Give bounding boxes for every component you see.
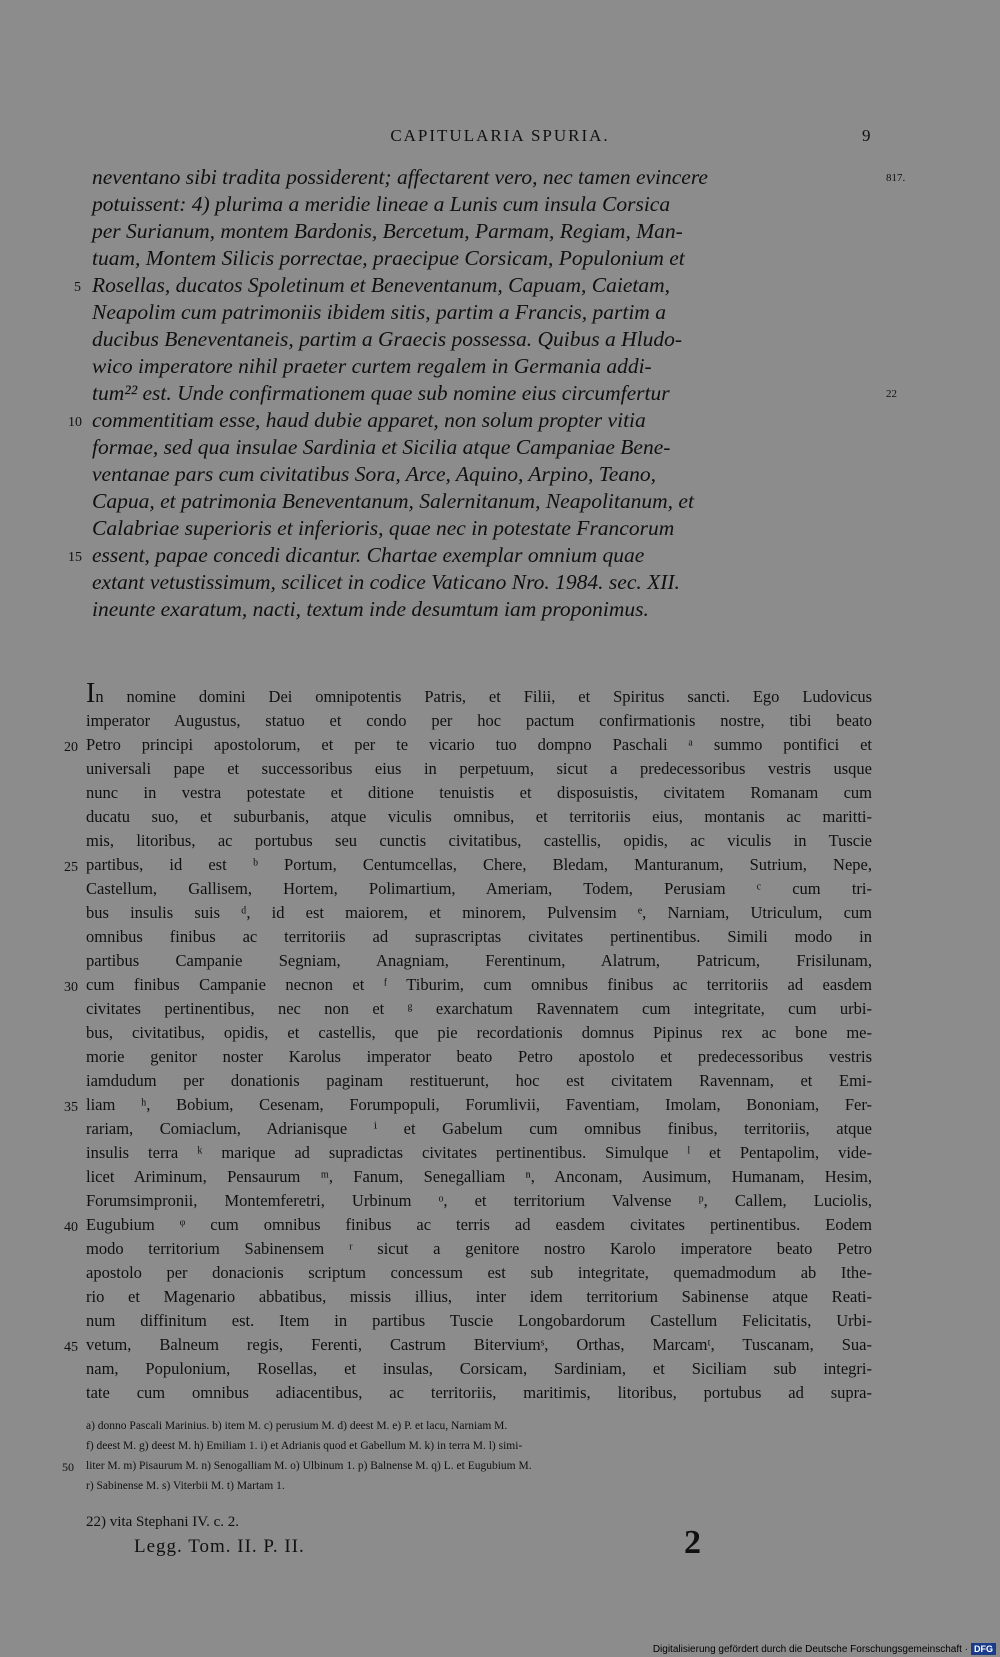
charter-line: insulis terra ᵏ marique ad supradictas civitates pertinentibus. Simulque ˡ et Pentapolim, vide-: [86, 1143, 872, 1162]
line-number: 35: [64, 1100, 78, 1115]
intro-line: wico imperatore nihil praeter curtem regalem in Germania addi-: [92, 354, 652, 378]
charter-line: rio et Magenario abbatibus, missis illius, inter idem territorium Sabinense atque Reati-: [86, 1287, 872, 1306]
margin-year: 817.: [886, 172, 906, 184]
intro-line: extant vetustissimum, scilicet in codice Vaticano Nro. 1984. sec. XII.: [92, 570, 680, 594]
charter-line: modo territorium Sabinensem ʳ sicut a genitore nostro Karolo imperatore beato Petro: [86, 1239, 872, 1258]
footnote-line: f) deest M. g) deest M. h) Emiliam 1. i) et Adrianis quod et Gabellum M. k) in terra M. l) simi-: [86, 1440, 523, 1452]
footnote-22: 22) vita Stephani IV. c. 2.: [86, 1514, 240, 1530]
charter-line: morie genitor noster Karolus imperator beato Petro apostolo et predecessoribus vestris: [86, 1047, 872, 1066]
charter-line: iamdudum per donationis paginam restituerunt, hoc est civitatem Ravennam, et Emi-: [86, 1071, 872, 1090]
running-title: CAPITULARIA SPURIA.: [390, 126, 610, 145]
charter-line: apostolo per donacionis scriptum concessum est sub integritate, quemadmodum ab Ithe-: [86, 1263, 872, 1282]
intro-line: Neapolim cum patrimoniis ibidem sitis, partim a Francis, partim a: [92, 300, 666, 324]
page-number: 9: [862, 126, 871, 145]
charter-line: num diffinitum est. Item in partibus Tuscie Longobardorum Castellum Felicitatis, Urbi-: [86, 1311, 872, 1330]
charter-line: civitates pertinentibus, nec non et ᵍ exarchatum Ravennatem cum integritate, cum urbi-: [86, 999, 872, 1018]
line-number: 40: [64, 1220, 78, 1235]
charter-line: rariam, Comiaclum, Adrianisque ⁱ et Gabelum cum omnibus finibus, territoriis, atque: [86, 1119, 872, 1138]
footnote-line: r) Sabinense M. s) Viterbii M. t) Martam 1.: [86, 1480, 285, 1492]
line-number: 20: [64, 740, 78, 755]
intro-line: formae, sed qua insulae Sardinia et Sicilia atque Campaniae Bene-: [92, 435, 671, 459]
charter-line: bus, civitatibus, opidis, et castellis, que pie recordationis domnus Pipinus rex ac bone me-: [86, 1023, 872, 1042]
line-number: 30: [64, 980, 78, 995]
intro-line: per Surianum, montem Bardonis, Bercetum, Parmam, Regiam, Man-: [92, 219, 683, 243]
charter-line: tate cum omnibus adiacentibus, ac territoriis, maritimis, litoribus, portubus ad supra-: [86, 1383, 872, 1402]
line-number: 15: [68, 550, 82, 565]
margin-note-ref: 22: [886, 388, 897, 400]
line-number: 25: [64, 860, 78, 875]
intro-line: ducibus Beneventaneis, partim a Graecis possessa. Quibus a Hludo-: [92, 327, 682, 351]
intro-line: ineunte exaratum, nacti, textum inde desumtum iam proponimus.: [92, 597, 649, 621]
charter-line: nunc in vestra potestate et ditione tenuistis et disposuistis, civitatem Romanam cum: [86, 783, 872, 802]
intro-line: Calabriae superioris et inferioris, quae nec in potestate Francorum: [92, 516, 675, 540]
intro-line: commentitiam esse, haud dubie apparet, non solum propter vitia: [92, 408, 646, 432]
digitization-note: [653, 1643, 996, 1655]
footnote-line: a) donno Pascali Marinius. b) item M. c) perusium M. d) deest M. e) P. et lacu, Narniam M.: [86, 1420, 508, 1432]
charter-line: Castellum, Gallisem, Hortem, Polimartium, Ameriam, Todem, Perusiam ᶜ cum tri-: [86, 879, 872, 898]
charter-line: mis, litoribus, ac portubus seu cunctis civitatibus, castellis, opidis, ac viculis in Tuscie: [86, 831, 872, 850]
charter-line: vetum, Balneum regis, Ferenti, Castrum Biterviumˢ, Orthas, Marcamᵗ, Tuscanam, Sua-: [86, 1335, 872, 1354]
charter-line: licet Ariminum, Pensaurum ᵐ, Fanum, Senegalliam ⁿ, Anconam, Ausimum, Humanam, Hesim,: [86, 1167, 872, 1186]
charter-line: partibus, id est ᵇ Portum, Centumcellas, Chere, Bledam, Manturanum, Sutrium, Nepe,: [86, 855, 872, 874]
signature-line: Legg. Tom. II. P. II.: [134, 1536, 305, 1557]
intro-line: potuissent: 4) plurima a meridie lineae a Lunis cum insula Corsica: [92, 192, 671, 216]
charter-line: bus insulis suis ᵈ, id est maiorem, et minorem, Pulvensim ᵉ, Narniam, Utriculum, cum: [86, 903, 872, 922]
line-number: 45: [64, 1340, 78, 1355]
page-header: [0, 0, 1000, 160]
charter-line: Petro principi apostolorum, et per te vicario tuo dompno Paschali ᵃ summo pontifici et: [86, 735, 872, 754]
line-number: 5: [74, 280, 81, 295]
intro-line: Rosellas, ducatos Spoletinum et Beneventanum, Capuam, Caietam,: [92, 273, 671, 297]
intro-line: essent, papae concedi dicantur. Chartae exemplar omnium quae: [92, 543, 645, 567]
signature-number: 2: [684, 1524, 701, 1561]
footnote-line: liter M. m) Pisaurum M. n) Senogalliam M. o) Ulbinum 1. p) Balnense M. q) L. et Eugubium M.: [86, 1460, 532, 1472]
charter-line: imperator Augustus, statuo et condo per hoc pactum confirmationis nostre, tibi beato: [86, 711, 872, 730]
charter-line: Eugubium ᵠ cum omnibus finibus ac terris ad easdem civitates pertinentibus. Eodem: [86, 1215, 872, 1234]
charter-line-text: n nomine domini Dei omnipotentis Patris, et Filii, et Spiritus sancti. Ego Ludovicus: [95, 687, 872, 706]
charter-line: partibus Campanie Segniam, Anagniam, Ferentinum, Alatrum, Patricum, Frisilunam,: [86, 951, 872, 970]
intro-line: tum²² est. Unde confirmationem quae sub nomine eius circumfertur: [92, 381, 670, 405]
line-number: 10: [68, 415, 82, 430]
charter-line: universali pape et successoribus eius in perpetuum, sicut a predecessoribus vestris usque: [86, 759, 872, 778]
dfg-logo: DFG: [971, 1643, 996, 1655]
charter-line: omnibus finibus ac territoriis ad suprascriptas civitates pertinentibus. Simili modo in: [86, 927, 872, 946]
charter-line: liam ʰ, Bobium, Cesenam, Forumpopuli, Forumlivii, Faventiam, Imolam, Bononiam, Fer-: [86, 1095, 872, 1114]
intro-line: ventanae pars cum civitatibus Sora, Arce, Aquino, Arpino, Teano,: [92, 462, 656, 486]
charter-line: [86, 678, 872, 709]
intro-line: Capua, et patrimonia Beneventanum, Salernitanum, Neapolitanum, et: [92, 489, 694, 513]
digitization-text: Digitalisierung gefördert durch die Deutsche Forschungsgemeinschaft ·: [652, 1643, 968, 1655]
charter-line: ducatu suo, et suburbanis, atque viculis omnibus, et territoriis eius, montanis ac maritti-: [86, 807, 872, 826]
charter-line: nam, Populonium, Rosellas, et insulas, Corsicam, Sardiniam, et Siciliam sub integri-: [86, 1359, 872, 1378]
charter-line: cum finibus Campanie necnon et ᶠ Tiburim, cum omnibus finibus ac territoriis ad easdem: [86, 975, 872, 994]
line-number: 50: [62, 1460, 74, 1474]
intro-line: tuam, Montem Silicis porrectae, praecipue Corsicam, Populonium et: [92, 246, 685, 270]
intro-line: neventano sibi tradita possiderent; affectarent vero, nec tamen evincere: [92, 165, 708, 189]
drop-cap: I: [86, 678, 96, 709]
charter-line: Forumsimpronii, Montemferetri, Urbinum ᵒ, et territorium Valvense ᵖ, Callem, Luciolis,: [86, 1191, 872, 1210]
